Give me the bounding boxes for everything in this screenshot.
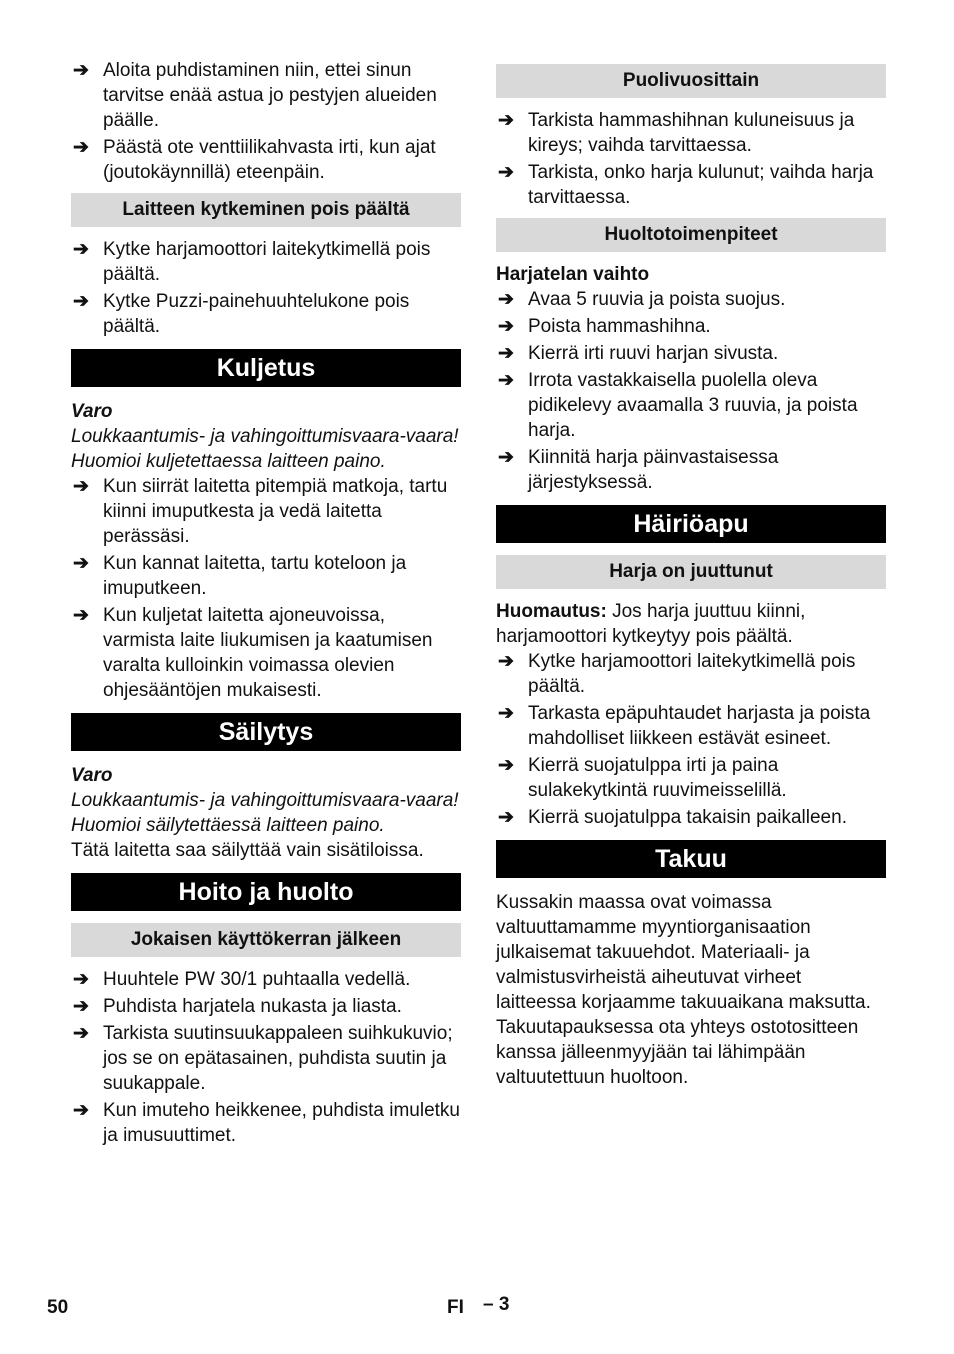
list-item: ➔ Tarkista suutinsuukappaleen suihkukuvio; jos se on epätasainen, puhdista suutin ja suukappale. [73, 1023, 453, 1094]
warning-title: Varo [71, 401, 113, 422]
arrow-right-icon: ➔ [498, 343, 514, 364]
warning-text: Loukkaantumis- ja vahingoittumisvaara-vaara! Huomioi kuljetettaessa laitteen paino. [71, 426, 459, 472]
arrow-right-icon: ➔ [73, 553, 89, 574]
list-item: ➔ Tarkista hammashihnan kuluneisuus ja kireys; vaihda tarvittaessa. [498, 110, 855, 156]
heading-warranty: Takuu [496, 840, 886, 878]
arrow-right-icon: ➔ [73, 239, 89, 260]
storage-text: Tätä laitetta saa säilyttää vain sisätiloissa. [71, 840, 424, 861]
list-item: ➔ Kierrä suojatulppa takaisin paikalleen. [498, 807, 847, 828]
arrow-right-icon: ➔ [498, 162, 514, 183]
list-item: ➔ Kun kannat laitetta, tartu koteloon ja imuputkeen. [73, 553, 407, 599]
arrow-right-icon: ➔ [73, 969, 89, 990]
note-text: Jos harja juuttuu kiinni, harjamoottori kytkeytyy pois päältä. [496, 601, 806, 647]
list-item: ➔ Huuhtele PW 30/1 puhtaalla vedellä. [73, 969, 411, 990]
list-item: ➔ Kiinnitä harja päinvastaisessa järjestyksessä. [498, 447, 779, 493]
list-item: ➔ Kun siirrät laitetta pitempiä matkoja, tartu kiinni imuputkesta ja vedä laitetta perässäsi. [73, 476, 448, 547]
arrow-right-icon: ➔ [73, 291, 89, 312]
arrow-right-icon: ➔ [73, 60, 89, 81]
list-item: ➔ Kierrä irti ruuvi harjan sivusta. [498, 343, 779, 364]
list-item: ➔ Tarkista, onko harja kulunut; vaihda harja tarvittaessa. [498, 162, 874, 208]
list-item: ➔ Poista hammashihna. [498, 316, 711, 337]
arrow-right-icon: ➔ [498, 755, 514, 776]
subheading-brush-stuck: Harja on juuttunut [496, 555, 886, 589]
arrow-right-icon: ➔ [498, 447, 514, 468]
arrow-right-icon: ➔ [498, 370, 514, 391]
arrow-right-icon: ➔ [498, 651, 514, 672]
arrow-right-icon: ➔ [498, 316, 514, 337]
list-item: ➔ Kytke Puzzi-painehuuhtelukone pois päältä. [73, 291, 410, 337]
subheading-switch-off: Laitteen kytkeminen pois päältä [71, 193, 461, 227]
list-item: ➔ Kun imuteho heikkenee, puhdista imuletku ja imusuuttimet. [73, 1100, 461, 1146]
arrow-right-icon: ➔ [498, 110, 514, 131]
right-column [496, 64, 886, 1090]
list-item: ➔ Päästä ote venttiilikahvasta irti, kun ajat (joutokäynnillä) eteenpäin. [73, 137, 436, 183]
arrow-right-icon: ➔ [498, 703, 514, 724]
arrow-right-icon: ➔ [73, 1100, 89, 1121]
heading-transport: Kuljetus [71, 349, 461, 387]
heading-troubleshooting: Häiriöapu [496, 505, 886, 543]
heading-storage: Säilytys [71, 713, 461, 751]
list-item: ➔ Aloita puhdistaminen niin, ettei sinun tarvitse enää astua jo pestyjen alueiden päälle. [73, 60, 437, 131]
page-number: 50 [47, 1297, 69, 1318]
subheading-maintenance: Huoltotoimenpiteet [496, 218, 886, 252]
arrow-right-icon: ➔ [73, 605, 89, 626]
language-code: FI [447, 1297, 464, 1318]
list-item: ➔ Kytke harjamoottori laitekytkimellä pois päältä. [498, 651, 856, 697]
brush-change-title: Harjatelan vaihto [496, 264, 650, 285]
arrow-right-icon: ➔ [73, 1023, 89, 1044]
arrow-right-icon: ➔ [73, 137, 89, 158]
note-paragraph [496, 599, 886, 649]
list-item: ➔ Kun kuljetat laitetta ajoneuvoissa, varmista laite liukumisen ja kaatumisen varalta kulloinkin voimassa olevien ohjesääntöjen mukaisesti. [73, 605, 433, 701]
list-item: ➔ Avaa 5 ruuvia ja poista suojus. [498, 289, 786, 310]
left-column [71, 58, 461, 1150]
arrow-right-icon: ➔ [498, 289, 514, 310]
arrow-right-icon: ➔ [73, 996, 89, 1017]
warning-title: Varo [71, 765, 113, 786]
heading-care: Hoito ja huolto [71, 873, 461, 911]
warning-text: Loukkaantumis- ja vahingoittumisvaara-vaara! Huomioi säilytettäessä laitteen paino. [71, 790, 459, 836]
subheading-after-use: Jokaisen käyttökerran jälkeen [71, 923, 461, 957]
list-item: ➔ Kytke harjamoottori laitekytkimellä pois päältä. [73, 239, 431, 285]
subheading-semiannual: Puolivuosittain [496, 64, 886, 98]
list-item: ➔ Tarkasta epäpuhtaudet harjasta ja poista mahdolliset liikkeen estävät esineet. [498, 703, 871, 749]
note-label: Huomautus: [496, 601, 607, 622]
list-item: ➔ Irrota vastakkaisella puolella oleva pidikelevy avaamalla 3 ruuvia, ja poista harja. [498, 370, 858, 441]
list-item: ➔ Puhdista harjatela nukasta ja liasta. [73, 996, 402, 1017]
warranty-text: Kussakin maassa ovat voimassa valtuuttamamme myyntiorganisaation julkaisemat takuuehdot. Materiaali- ja valmistusvirheistä aiheutuvat virheet laitteessa korjaamme takuuaikana maksutta. Takuutapauksessa ota yhteys ostotositteen kanssa jälleenmyyjään tai lähimpään valtuutettuun huoltoon. [496, 892, 871, 1088]
arrow-right-icon: ➔ [73, 476, 89, 497]
section-number: – 3 [483, 1294, 510, 1315]
arrow-right-icon: ➔ [498, 807, 514, 828]
list-item: ➔ Kierrä suojatulppa irti ja paina sulakekytkintä ruuvimeisselillä. [498, 755, 787, 801]
